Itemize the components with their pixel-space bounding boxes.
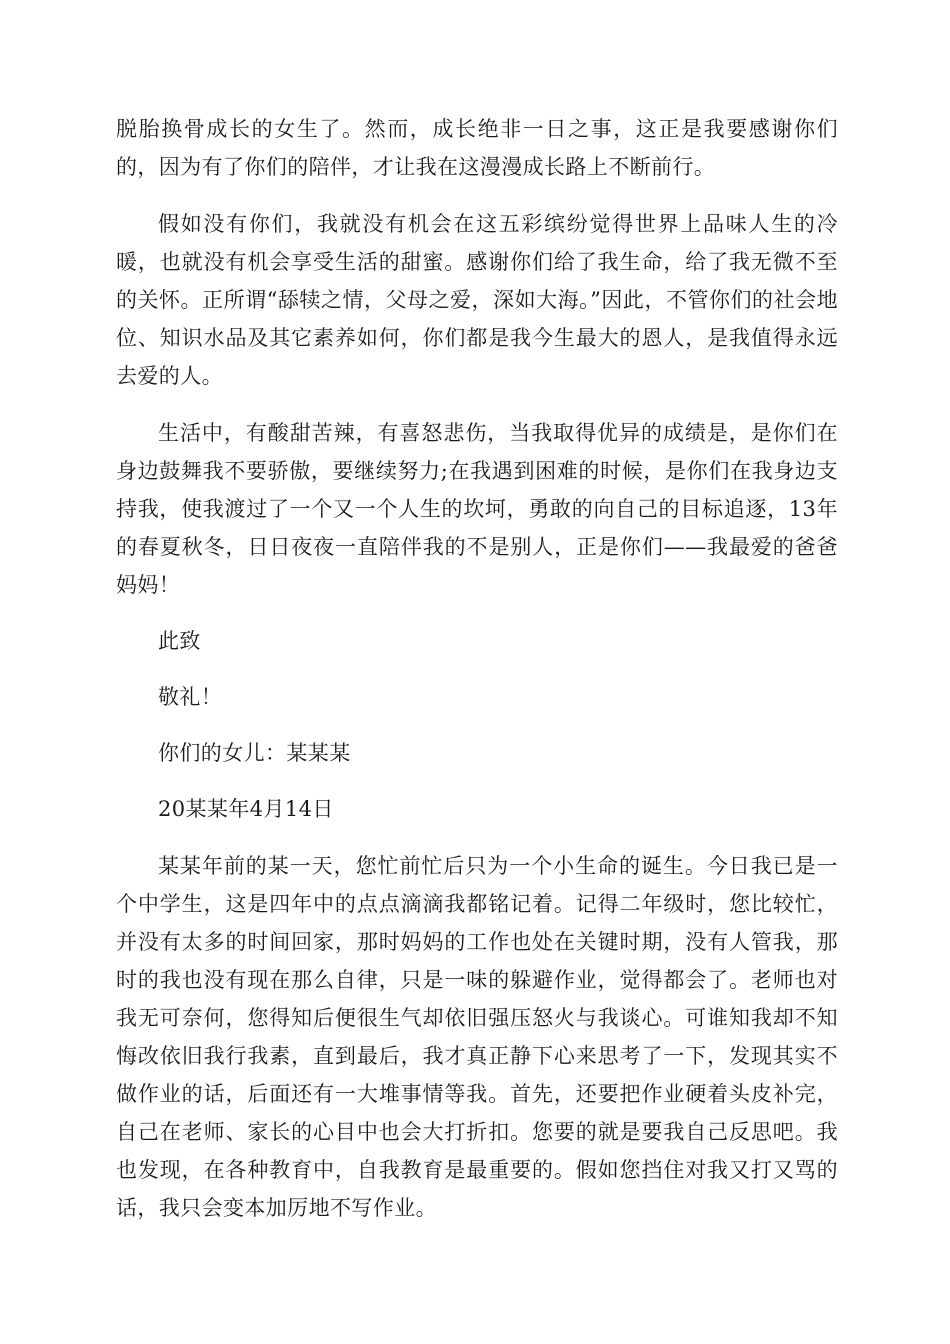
closing-salutation: 此致 <box>158 629 201 653</box>
letter-date: 20某某年4月14日 <box>158 797 334 821</box>
letter-paragraph-2: 假如没有你们，我就没有机会在这五彩缤纷觉得世界上品味人生的冷暖，也就没有机会享受生活的甜蜜。感谢你们给了我生命，给了我无微不至的关怀。正所谓“舔犊之情，父母之爱，深如大海。”因此，不管你们的社会地位、知识水品及其它素养如何，你们都是我今生最大的恩人，是我值得永远去爱的人。 <box>116 212 838 388</box>
essay-paragraph-1: 某某年前的某一天，您忙前忙后只为一个小生命的诞生。今日我已是一个中学生，这是四年中的点点滴滴我都铭记着。记得二年级时，您比较忙，并没有太多的时间回家，那时妈妈的工作也处在关键时期，没有人管我，那时的我也没有现在那么自律，只是一味的躲避作业，觉得都会了。老师也对我无可奈何，您得知后便很生气却依旧强压怒火与我谈心。可谁知我却不知悔改依旧我行我素，直到最后，我才真正静下心来思考了一下，发现其实不做作业的话，后面还有一大堆事情等我。首先，还要把作业硬着头皮补完，自己在老师、家长的心目中也会大打折扣。您要的就是要我自己反思吧。我也发现，在各种教育中，自我教育是最重要的。假如您挡住对我又打又骂的话，我只会变本加厉地不写作业。 <box>116 854 838 1220</box>
letter-paragraph-3: 生活中，有酸甜苦辣，有喜怒悲伤，当我取得优异的成绩是，是你们在身边鼓舞我不要骄傲，要继续努力;在我遇到困难的时候，是你们在我身边支持我，使我渡过了一个又一个人生的坎坷，勇敢的向自己的目标追逐，13年的春夏秋冬，日日夜夜一直陪伴我的不是别人，正是你们——我最爱的爸爸妈妈！ <box>116 421 838 597</box>
closing-respect: 敬礼！ <box>158 685 223 709</box>
letter-paragraph-1: 脱胎换骨成长的女生了。然而，成长绝非一日之事，这正是我要感谢你们的，因为有了你们的陪伴，才让我在这漫漫成长路上不断前行。 <box>116 117 838 179</box>
signature: 你们的女儿：某某某 <box>158 741 351 765</box>
